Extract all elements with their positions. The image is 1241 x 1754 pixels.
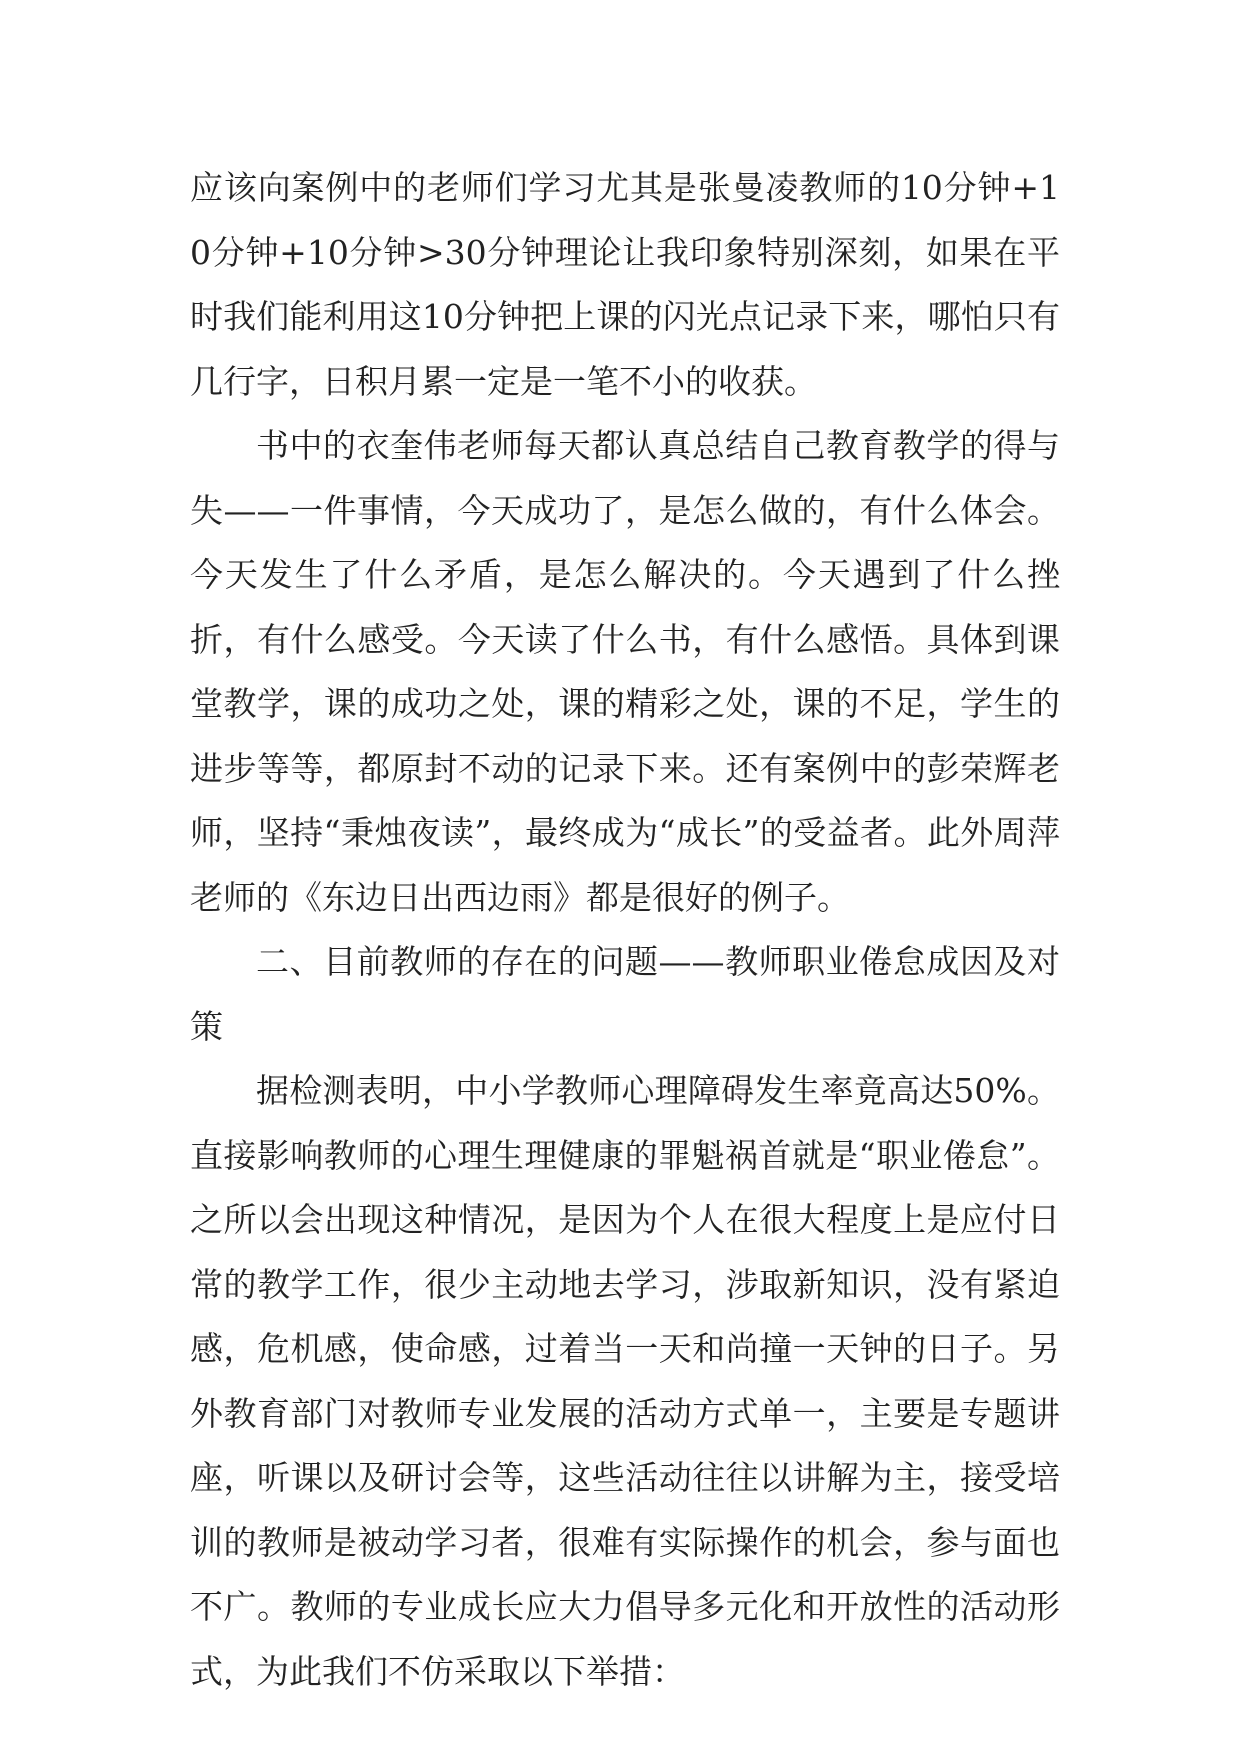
paragraph-yi-kuiwei-example: 书中的衣奎伟老师每天都认真总结自己教育教学的得与失——一件事情，今天成功了，是怎么做的，有什么体会。今天发生了什么矛盾，是怎么解决的。今天遇到了什么挫折，有什么感受。今天读了什么书，有什么感悟。具体到课堂教学，课的成功之处，课的精彩之处，课的不足，学生的进步等等，都原封不动的记录下来。还有案例中的彭荣辉老师，坚持“秉烛夜读”，最终成为“成长”的受益者。此外周萍老师的《东边日出西边雨》都是很好的例子。: [190, 426, 1060, 917]
document-body: [190, 156, 1060, 1704]
paragraph-case-study-intro: 应该向案例中的老师们学习尤其是张曼凌教师的10分钟+10分钟+10分钟>30分钟理论让我印象特别深刻，如果在平时我们能利用这10分钟把上课的闪光点记录下来，哪怕只有几行字，日积月累一定是一笔不小的收获。: [190, 168, 1060, 401]
paragraph-burnout-causes: 据检测表明，中小学教师心理障碍发生率竟高达50%。直接影响教师的心理生理健康的罪魁祸首就是“职业倦怠”。之所以会出现这种情况，是因为个人在很大程度上是应付日常的教学工作，很少主动地去学习，涉取新知识，没有紧迫感，危机感，使命感，过着当一天和尚撞一天钟的日子。另外教育部门对教师专业发展的活动方式单一，主要是专题讲座，听课以及研讨会等，这些活动往往以讲解为主，接受培训的教师是被动学习者，很难有实际操作的机会，参与面也不广。教师的专业成长应大力倡导多元化和开放性的活动形式，为此我们不仿采取以下举措：: [190, 1071, 1060, 1691]
section-heading-teacher-burnout: 二、目前教师的存在的问题——教师职业倦怠成因及对策: [190, 942, 1060, 1046]
